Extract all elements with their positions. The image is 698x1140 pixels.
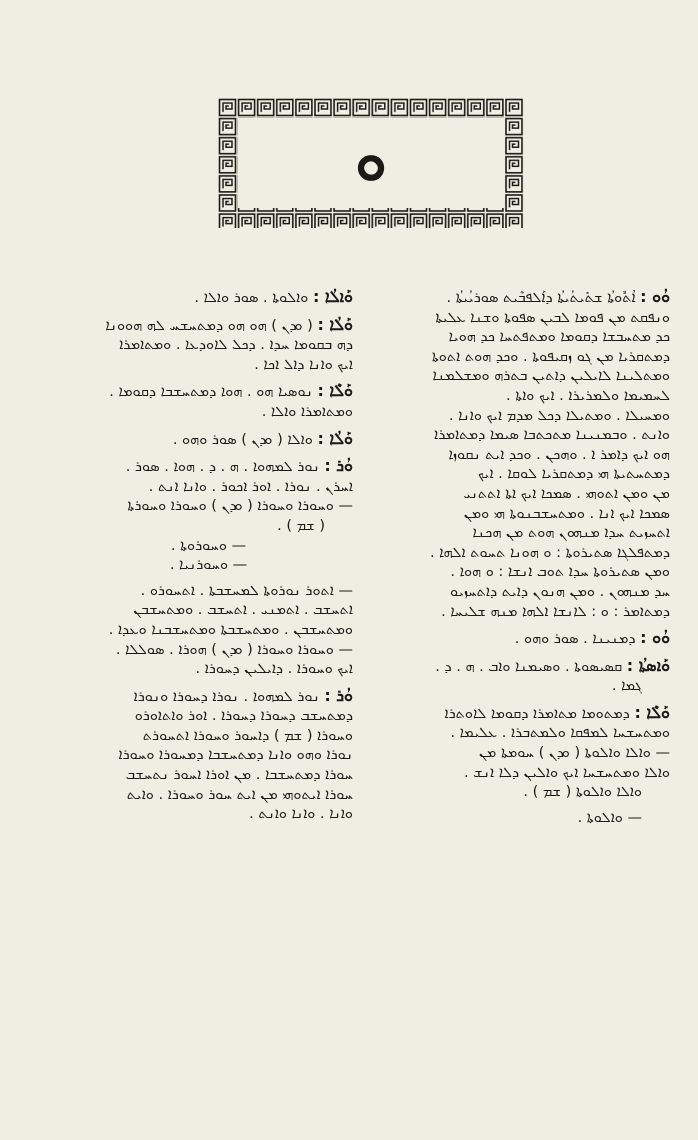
entry-headword: ܘܳܘ : xyxy=(640,628,670,648)
entry-text: ܐܝܟ ܘܐܢܐ ܕܐܠ ܐܟܐ . xyxy=(254,356,353,373)
entry-text: — ܘܐܠܘܬܐ . xyxy=(577,809,642,826)
entry-text: ܘܡܢ ܣܬܝܪܘܬܐ ܚܕܐ ܬܘܒ ܐܢܫܐ : ܘ ܗܘܐ . xyxy=(450,564,670,581)
entry-text: ܕܡܬܚܫܒ ܕܚܘܪܐ ܕܚܘܪܐ . ܐܘܪ ܘܐܬܐܘܪܘ xyxy=(134,708,353,725)
entry-text: ܘܚܘܪܐ ( ܫܡ ) ܕܐܚܘܪ ܘܚܘܪܐ ܐܬܚܘܪܬ xyxy=(142,727,353,744)
entry-text: ܕܡܬܚܬܝܬܐ ܗܝ ܕܡܬܩܪܝܐ ܠܘܩܐ . ܐܝܟ xyxy=(477,466,670,483)
entry-text: ܘܐܠܐ ( ܘܕܢ ) ܣܘܪ ܘܗܘ . xyxy=(172,431,313,448)
entry-text: ܕܡܢܝܢܐ . ܣܘܪ ܘܗܘ . xyxy=(514,631,636,648)
entry xyxy=(369,703,670,803)
entry-text: — ܘܚܘܪܘܬܐ . xyxy=(170,537,247,554)
entry-text: ܘܐܠܐ ܘܡܬܚܫܚܐ ܐܝܟ ܘܐܠܝܢ ܕܠܐ ܐܢܫ . xyxy=(464,764,670,781)
entry-text: ܘܡܬܚܫܚܐ ܠܡܦܩܐ ܘܠܡܬܒܪܐ . ܥܠܝܡܐ . xyxy=(450,725,670,742)
entry xyxy=(64,287,353,309)
entry-text: ܘܡܬܚܫܒܢ . ܘܡܬܚܫܒܬܐ ܘܡܬܚܫܒܢܐ ܘܥܕܐ . xyxy=(108,621,353,638)
entry-text: ܘܐܠܘܬܐ . ܣܘܪ ܘܐܠܐ . xyxy=(194,290,309,306)
entry-text: ܕܡܬܦܠܓܐ ܣܬܝܪܘܬܐ : ܘ ܗܘܢܐ ܬܚܘܬ ܐܠܗܐ . xyxy=(429,544,670,561)
left-column xyxy=(64,287,353,831)
entry xyxy=(64,456,353,576)
entry-headword: ܘܰܠܳܐ : xyxy=(317,314,353,334)
entry-text: ܐܚܪܢ . ܢܘܪܐ . ܐܘܪ ܐܟܘܪ . ܘܐܢܐ ܐܢܬ . xyxy=(148,478,353,495)
entry-text: ܕܡܬܘܡܐ ܡܬܐܡܪܐ ܕܩܘܡܐ ܠܐܘܬܪܐ xyxy=(444,705,630,722)
entry-text: ܐܬܚܫܒ . ܐܬܡܢܝ . ܐܬܚܫܒ . ܘܡܬܚܫܒܢ xyxy=(133,602,353,619)
entry-text: ܣܡܟܐ ܐܝܟ ܐܢܐ . ܘܡܬܚܫܒܢܘܬܐ ܗܝ ܘܡܢ xyxy=(463,505,670,522)
entry-text: ܕܡܬܩܪܝܐ ܡܢ ܓܘ ܙܩܝܦܘܬܐ . ܘܟܕ ܗܘܬ ܐܬܘܬܐ xyxy=(431,348,670,365)
entry-text: ܠܚܡܝܡܐ ܘܠܡܪܝܪܐ . ܐܝܟ ܘܐܬܐ . xyxy=(506,387,670,404)
entry xyxy=(369,287,670,622)
entry-headword: ܘܰܠܳܐ : xyxy=(317,428,353,448)
entry-text: ܚܘܪܐ ܕܡܬܚܫܒܐ . ܡܢ ܐܘܪܐ ܐܚܘܪ ܢܬܚܫܒ xyxy=(125,767,353,784)
entry xyxy=(369,628,670,650)
entry-text: ܘܢܦܩܬ ܡܢ ܦܘܡܐ ܠܒܝܢ ܣܦܘܬܐ ܘܫܢܐ ܥܠܝܬܐ xyxy=(435,309,670,326)
entry-text: ܕܡܬܐܡܪ : ܘ : ܠܐܢܫܐ ܐܠܗܐ ܡܢܗ ܫܠܝܚܐ . xyxy=(441,603,670,620)
entry-text: ܟܕ ܡܬܚܒܫܐ ܕܩܘܡܐ ܘܡܬܦܬܚܐ ܟܕ ܗܘܝܐ xyxy=(448,329,670,346)
entry-text: ܕܗ ܒܩܘܡܐ ܚܕܐ . ܕܟܠ ܠܐܘܕܥܐ . ܘܡܬܐܡܪܐ xyxy=(119,337,353,354)
entry-headword: ܘܰܠܶܐ : xyxy=(634,702,670,722)
entry-text: — ܘܐܠܐ ܘܐܠܘܬܐ ( ܘܕܢ ) ܚܘܡܬܐ ܡܢ xyxy=(479,745,670,762)
entry-text: — ܘܚܘܪܢܝܐ . xyxy=(169,557,248,574)
entry-text: ܘܡܬܐܡܪܐ ܘܐܠܐ . xyxy=(261,403,353,420)
chapter-letter: ܘ xyxy=(355,129,387,194)
entry-text: — ܘܚܘܪܐ ܘܚܘܪܐ ( ܘܕܢ ) ܘܚܘܪܐ ܘܚܘܪܬܐ xyxy=(127,498,353,515)
entry-text: ܡܢ ܘܡܢ ܐܬܘܗܝ . ܣܡܟܐ ܐܝܟ ܐܬܐ ܐܬܬܢܝ xyxy=(463,485,670,502)
entry-text: ܐܬܚܙܝܬ ܚܕܐ ܡܢܗܘܢ ܗܘܬ ܡܢ ܗܟܢܐ xyxy=(472,525,670,542)
right-column xyxy=(369,287,670,834)
entry-text: ܘܐܠܐ ܘܐܠܘܬܐ ( ܫܡ ) . xyxy=(523,784,642,801)
entry-text: ܘܐܢܐ . ܘܐܢܐ ܘܐܢܬ . xyxy=(249,806,353,823)
entry xyxy=(64,315,353,376)
entry-text: ܚܕ ܡܢܗܘܢ . ܘܡܢ ܗܢܘܢ ܕܐܝܬ ܕܐܬܚܙܝܘ xyxy=(450,583,670,600)
entry-text: ܚܘܪܐ ܐܝܬܘܗܝ ܡܢ ܐܝܬ ܚܘܪ ܘܚܘܪܐ . ܘܐܝܬ xyxy=(126,786,353,803)
entry-text: ܘܐܢܬ . ܘܒܡܢܝܢܐ ܡܬܟܬܒܐ ܣܝܡܐ ܕܡܬܐܡܪܐ xyxy=(434,427,670,444)
entry-headword: ܘܳܪ : xyxy=(324,685,353,705)
entry-text: ܓܡܐ . xyxy=(611,678,642,695)
entry xyxy=(64,582,353,680)
chapter-frame xyxy=(218,98,524,228)
entry-text: ܗܘ ܐܝܟ ܕܐܡܪ ܐ . ܘܗܟܢ . ܘܟܕ ܐܝܬ ܢܩܘܙܐ xyxy=(448,446,670,463)
entry-text: ( ܫܡ ) . xyxy=(277,517,325,534)
entry-text: ܢܘܪܐ ܘܗܘ ܘܐܢܐ ܕܡܬܚܫܒܐ ܕܡܚܘܪܐ ܘܚܘܪܐ xyxy=(118,747,353,764)
entry xyxy=(64,381,353,422)
entry xyxy=(64,686,353,825)
entry-text: ( ܘܕܢ ) ܗܘ ܗܘ ܕܡܬܚܫܚ ܠܗ ܗܘܘܢܐ xyxy=(105,317,313,334)
entry-text: ܐܳܬܽܘܬܳܐ ܫܬܺܝܬܳܝܬܳܐ ܕܐܰܠܦܒܶܝܬ ܣܘܪܝܳܝܬܳܐ . xyxy=(446,290,636,306)
entry-headword: ܘܳܘ : xyxy=(640,287,670,306)
entry-headword: ܘܳܪ : xyxy=(324,456,353,476)
entry-text: — ܘܚܘܪܐ ܘܚܘܪܐ ( ܘܕܢ ) ܗܘܪܐ . ܣܘܠܠܐ . xyxy=(115,641,353,658)
entry-headword: ܘܰܐܠܳܐ : xyxy=(312,287,353,306)
entry-text: ܢܘܣܝܐ ܗܘ . ܗܘܐ ܕܡܬܚܫܒܐ ܕܩܘܡܐ . xyxy=(109,384,313,401)
entry-text: ܢܘܪ ܠܡܗܘܐ . ܢܘܪܐ ܕܚܘܪܐ ܘܢܘܪܐ xyxy=(133,688,320,705)
entry xyxy=(369,656,670,697)
entry-text: — ܐܬܘܪ ܢܘܪܘܬܐ ܠܡܚܫܒܬܐ . ܐܬܚܘܪܘ . xyxy=(140,582,353,599)
entry-text: ܩܣܝܣܘܬܐ . ܘܣܝܡܢܐ ܘܐܒ . ܗ . ܕ . xyxy=(435,658,623,675)
entry xyxy=(369,809,670,829)
entry-text: ܐܝܟ ܘܚܘܪܐ . ܕܐܝܠܝܢ ܕܚܘܪܐ . xyxy=(195,661,353,678)
entry-headword: ܘܰܐܣܬܳܐ : xyxy=(626,655,670,675)
entry-text: ܘܡܚܝܠܐ . ܘܡܬܝܠܐ ܕܟܠ ܡܕܡ ܐܝܟ ܘܐܢܐ . xyxy=(448,407,670,424)
entry-text: ܘܡܬܠܝܢܐ ܠܐܝܠܝܢ ܕܐܬܝܢ ܒܬܪܗ ܘܡܫܠܡܢܐ xyxy=(432,368,670,385)
entry-text: ܢܘܪ ܠܡܗܘܐ . ܗ . ܕ . ܗܘܐ . ܣܘܪ . xyxy=(125,459,320,476)
entry xyxy=(64,429,353,451)
entry-headword: ܘܰܠܶܐ : xyxy=(317,381,353,401)
